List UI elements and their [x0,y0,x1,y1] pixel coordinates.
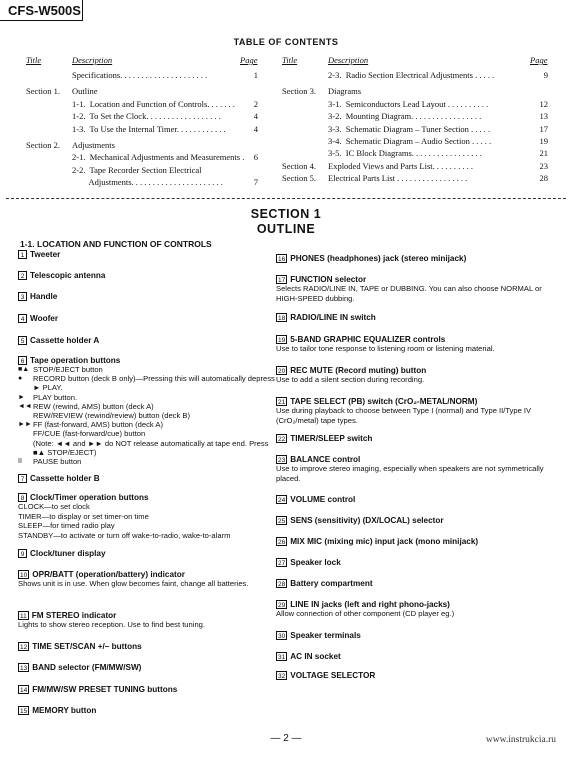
toc-section: Section 4. [282,160,316,171]
button-list-row [18,457,280,466]
toc-row [26,151,266,163]
control-title-row [18,570,280,579]
toc-page: 7 [253,177,258,188]
toc-section: Section 3. [282,86,316,97]
control-title: LINE IN jacks (left and right phono-jacks) [290,600,450,609]
control-number: 8 [18,493,27,502]
control-title: BAND selector (FM/MW/SW) [32,663,142,672]
toc-page: 17 [539,123,548,134]
control-title: TAPE SELECT (PB) switch (CrO₂-METAL/NORM) [290,397,478,406]
toc-description: 1-3. To Use the Internal Timer. . . . . . . . . . . . [72,123,226,134]
control-number: 31 [278,654,286,661]
control-title-row [18,642,280,651]
control-title: Battery compartment [290,579,373,588]
subsection-heading: 1-1. LOCATION AND FUNCTION OF CONTROLS [20,239,212,249]
control-title-row [276,671,558,680]
toc-description: Adjustments [72,139,115,150]
toc-right-column [282,55,554,185]
control-description: Selects RADIO/LINE IN, TAPE or DUBBING. You can also choose NORMAL or HIGH-SPEED dubbing. [276,284,542,303]
control-number: 4 [18,314,27,323]
control-number: 23 [278,457,286,464]
control-number: 25 [278,518,286,525]
control-number: 27 [278,560,286,567]
toc-page: 19 [539,135,548,146]
toc-row [282,69,554,81]
control-title-row [276,537,558,546]
control-item [276,652,558,661]
control-item [18,493,280,540]
toc-section: Section 5. [282,173,316,184]
control-title: TIME SET/SCAN +/– buttons [32,642,142,651]
control-title: MEMORY button [32,706,97,715]
control-title-row [18,292,280,301]
control-title-row [18,611,280,620]
button-description: FF (fast-forward, AMS) button (deck A) [33,420,163,430]
control-title-row [276,652,558,661]
toc-page: 23 [539,160,548,171]
control-item [276,455,558,483]
control-number: 10 [20,572,28,579]
control-item [276,537,558,546]
toc-row [26,98,266,110]
control-item [276,600,558,619]
control-item [276,671,558,680]
toc-description: Electrical Parts List . . . . . . . . . . . . . . . . . [328,173,468,184]
control-item [276,254,558,263]
control-title-row [276,313,558,322]
control-title: Telescopic antenna [30,271,106,280]
toc-row [282,110,554,122]
toc-page: 1 [253,70,258,80]
site-watermark: www.instrukcia.ru [485,735,556,745]
toc-head-page: Page [530,55,548,65]
toc-row [282,160,554,172]
control-item [18,570,280,589]
control-title: TIMER/SLEEP switch [290,434,373,443]
control-description: Use to tailor tone response to listening room or listening material. [276,344,495,353]
toc-description: 3-5. IC Block Diagrams. . . . . . . . . . . . . . . . . [328,148,482,159]
control-title-row [276,434,558,443]
control-title: SENS (sensitivity) (DX/LOCAL) selector [290,516,444,525]
control-number: 21 [278,399,286,406]
button-symbol-icon: ◄◄ [18,402,32,410]
control-title-row [276,366,558,375]
toc-description: 1-1. Location and Function of Controls. . . . . . . [72,98,235,109]
control-number: 2 [18,271,27,280]
control-title: Clock/tuner display [30,549,106,558]
button-symbol-icon: II [18,458,22,466]
toc-page: 2 [253,98,258,109]
control-title: RADIO/LINE IN switch [290,313,376,322]
control-title-row [276,254,558,263]
control-item [276,558,558,567]
control-item [18,314,280,323]
toc-description: Outline [72,86,98,97]
control-number: 32 [278,673,286,680]
toc-description: 3-3. Schematic Diagram – Tuner Section . . . . . [328,123,491,134]
toc-head-description: Description [72,55,113,65]
control-title-row [276,275,558,284]
control-title-row [276,579,558,588]
control-item [18,663,280,672]
control-item [18,642,280,651]
control-number: 1 [18,250,27,259]
toc-description: 2-2. Tape Recorder Section Electrical [72,164,202,175]
control-item [276,495,558,504]
toc-row [26,164,266,176]
control-item [18,250,280,259]
toc-row [282,172,554,184]
control-item [276,313,558,322]
button-symbol-icon [18,411,33,420]
control-number: 7 [18,474,27,483]
toc-row [26,176,266,188]
button-symbol-icon [18,439,33,457]
button-description: PAUSE button [33,457,82,467]
control-title: REC MUTE (Record muting) button [290,366,427,375]
control-title-row [276,455,558,464]
button-list-row [18,439,280,457]
control-number: 20 [278,368,286,375]
button-list-row [18,365,280,374]
section-subtitle: OUTLINE [256,222,316,236]
control-number: 22 [278,436,286,443]
control-title-row [18,685,280,694]
control-title-row [276,516,558,525]
button-symbol-icon [18,429,33,438]
toc-left-column [26,55,266,189]
control-description: CLOCK—to set clock [18,502,90,511]
control-title: Woofer [30,314,59,323]
control-item [18,706,280,715]
control-item [276,434,558,443]
control-number: 29 [278,602,286,609]
control-number: 24 [278,497,286,504]
toc-page: 28 [539,173,548,184]
button-description: REW (rewind, AMS) button (deck A) [33,401,154,411]
toc-page: 13 [539,111,548,122]
toc-description: 2-1. Mechanical Adjustments and Measurements . [72,152,244,163]
button-list-row [18,429,280,438]
button-description: RECORD button (deck B only)—Pressing this will automatically depress ► PLAY. [33,374,275,393]
control-number: 6 [18,356,27,365]
toc-description: Adjustments. . . . . . . . . . . . . . . . . . . . . . [72,177,223,188]
toc-page: 12 [539,98,548,109]
control-item [276,631,558,640]
control-title-row [18,663,280,672]
control-title-row [18,706,280,715]
toc-description: 3-4. Schematic Diagram – Audio Section . . . . . [328,135,492,146]
control-title: Handle [30,292,58,301]
control-number: 16 [278,256,286,263]
control-title-row [276,335,558,344]
control-title: BALANCE control [290,455,361,464]
control-title: PHONES (headphones) jack (stereo minijack) [290,254,467,263]
toc-row [26,123,266,135]
control-title-row [276,631,558,640]
control-title: Speaker lock [290,558,341,567]
control-item [18,549,280,558]
control-item [18,336,280,345]
button-list-row [18,374,280,392]
toc-row [282,147,554,159]
control-number: 30 [278,633,286,640]
control-title-row [18,271,280,280]
control-item [18,356,280,466]
control-title: Cassette holder B [30,474,100,483]
control-description: STANDBY—to activate or turn off wake-to-radio, wake-to-alarm [18,530,231,540]
control-title: Tape operation buttons [30,356,121,365]
control-title: FUNCTION selector [290,275,367,284]
button-list-row [18,420,280,429]
button-symbol-icon: ● [18,375,23,383]
control-number: 3 [18,292,27,301]
control-title-row [276,397,558,406]
toc-head-page: Page [240,55,258,65]
button-symbol-icon: ►► [18,421,32,429]
control-item [276,397,558,425]
control-description: Lights to show stereo reception. Use to find best tuning. [18,620,205,629]
toc-section: Section 1. [26,86,60,97]
control-title: AC IN socket [290,652,341,661]
page-number: — 2 — [270,733,302,744]
toc-head-description: Description [328,55,369,65]
control-number: 15 [20,708,28,715]
model-label: CFS-W500S [0,0,83,21]
control-number: 5 [18,336,27,345]
toc-description: 3-1. Semiconductors Lead Layout . . . . . . . . . . [328,98,489,109]
toc-row [282,135,554,147]
control-description: Shows unit is in use. When glow becomes faint, change all batteries. [18,579,249,588]
toc-page: 4 [253,111,258,122]
button-list-row [18,411,280,420]
button-symbol-icon: ■▲ [18,366,30,373]
button-description: PLAY button. [33,392,78,402]
toc-title: TABLE OF CONTENTS [233,37,339,47]
control-title: 5-BAND GRAPHIC EQUALIZER controls [290,335,446,344]
toc-row [282,85,554,97]
toc-description: 3-2. Mounting Diagram. . . . . . . . . . . . . . . . . [328,111,482,122]
control-item [276,516,558,525]
control-description: SLEEP—for timed radio play [18,521,115,530]
toc-page: 4 [253,123,258,134]
toc-page: 6 [253,152,258,163]
control-number: 28 [278,581,286,588]
button-symbol-icon: ► [18,393,25,401]
control-number: 17 [278,277,286,284]
control-item [18,292,280,301]
control-title-row [276,600,558,609]
toc-row [26,85,266,97]
control-item [18,271,280,280]
button-list-row [18,393,280,402]
control-number: 19 [278,337,286,344]
control-title-row [18,549,280,558]
button-list-row [18,402,280,411]
toc-description: Specifications. . . . . . . . . . . . . . . . . . . . . [72,70,208,80]
control-title: Clock/Timer operation buttons [30,493,149,502]
toc-row [282,98,554,110]
control-title: OPR/BATT (operation/battery) indicator [32,570,185,579]
control-title: VOLUME control [290,495,356,504]
control-number: 14 [20,687,28,694]
toc-head [282,55,554,69]
control-title-row [18,250,280,259]
control-number: 9 [18,549,27,558]
control-number: 18 [278,315,286,322]
control-item [18,685,280,694]
toc-description: Exploded Views and Parts List. . . . . . . . . . [328,160,474,171]
control-title: FM STEREO indicator [31,611,117,620]
control-item [276,275,558,303]
control-title: MIX MIC (mixing mic) input jack (mono minijack) [290,537,479,546]
divider [6,198,566,199]
toc-page: 21 [539,148,548,159]
control-title: Cassette holder A [30,336,100,345]
control-title-row [276,495,558,504]
toc-description: 2-3. Radio Section Electrical Adjustments . . . . . [328,70,495,80]
button-description: (Note: ◄◄ and ►► do NOT release automatically at tape end. Press ■▲ STOP/EJECT) [33,438,269,457]
toc-head-title: Title [26,55,42,65]
toc-row [26,110,266,122]
control-item [276,579,558,588]
section-title: SECTION 1 [250,207,322,221]
control-title: VOLTAGE SELECTOR [290,671,376,680]
control-description: TIMER—to display or set timer-on time [18,511,149,521]
toc-description: 1-2. To Set the Clock. . . . . . . . . . . . . . . . . . [72,111,221,122]
control-title: FM/MW/SW PRESET TUNING buttons [32,685,178,694]
control-number: 13 [20,665,28,672]
toc-page: 9 [543,70,548,80]
control-number: 12 [20,644,28,651]
button-description: FF/CUE (fast-forward/cue) button [33,429,146,439]
control-item [276,366,558,385]
toc-row [26,69,266,81]
control-title: Tweeter [30,250,61,259]
control-title-row [276,558,558,567]
control-title-row [18,336,280,345]
control-description: Allow connection of other component (CD player eg.) [276,609,455,618]
control-title-row [18,493,280,502]
control-item [276,335,558,354]
control-description: Use to improve stereo imaging, especially when speakers are not symmetrically placed. [276,464,544,483]
button-description: REW/REVIEW (rewind/review) button (deck B) [33,411,190,421]
control-description: Use to add a silent section during recording. [276,375,425,384]
control-title-row [18,356,280,365]
control-description: Use during playback to choose between Type I (normal) and Type II/Type IV (CrO₂/metal) tape types. [276,406,532,425]
control-number: 11 [20,613,27,620]
button-description: STOP/EJECT button [33,365,103,374]
control-number: 26 [278,539,286,546]
control-title-row [18,474,280,483]
control-item [18,474,280,483]
control-item [18,611,280,630]
toc-row [26,139,266,151]
toc-section: Section 2. [26,139,60,150]
toc-head [26,55,266,69]
control-title: Speaker terminals [290,631,361,640]
control-title-row [18,314,280,323]
toc-head-title: Title [282,55,298,65]
toc-description: Diagrams [328,86,362,97]
toc-row [282,123,554,135]
